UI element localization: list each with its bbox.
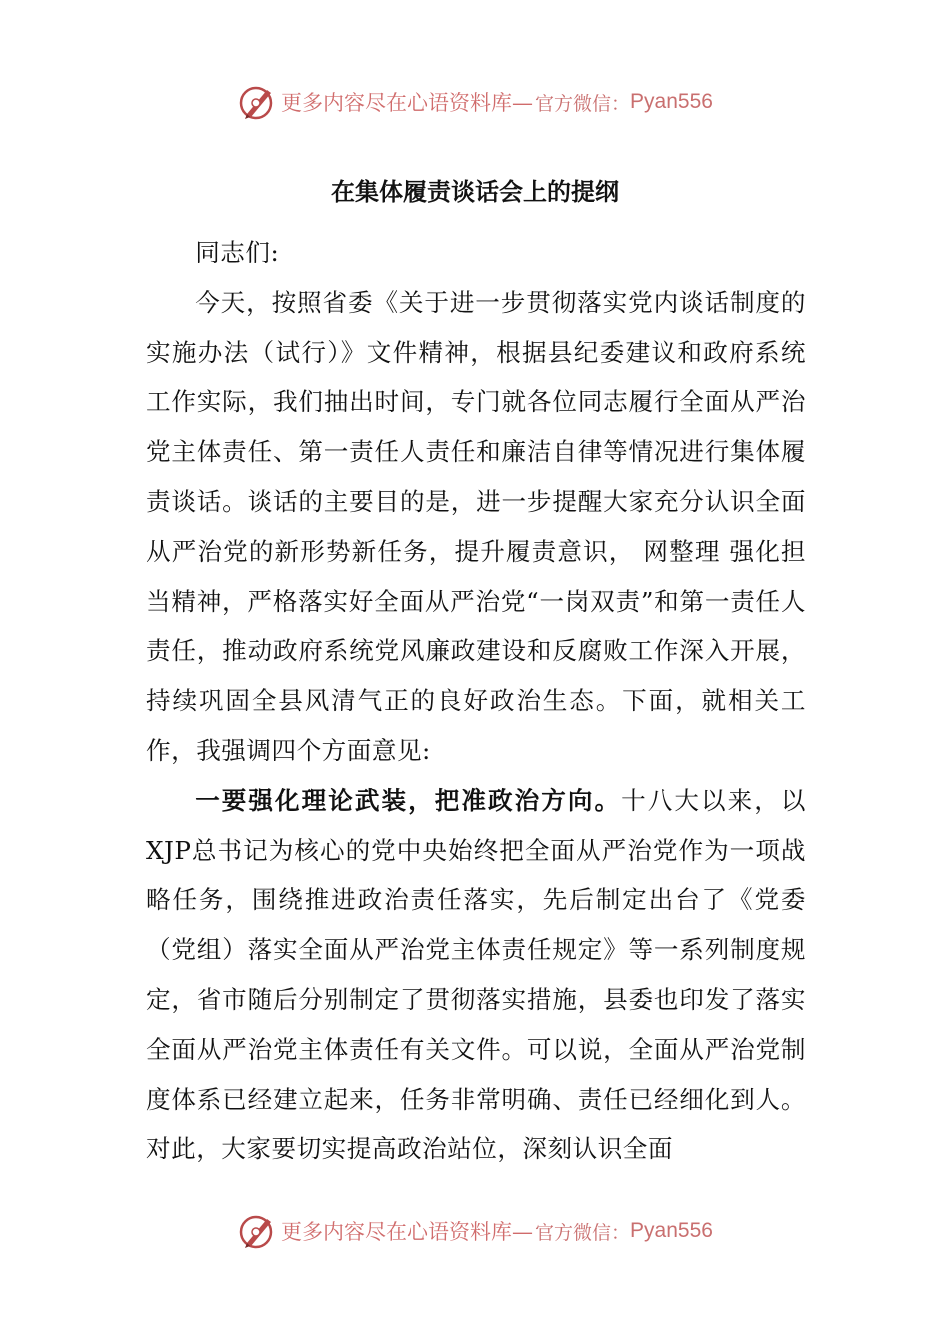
document-title: 在集体履责谈话会上的提纲: [331, 178, 619, 206]
document-body: [146, 228, 806, 1174]
banner-wechat-label: 官方微信：: [535, 1221, 631, 1244]
pen-logo-icon: [237, 82, 277, 122]
banner-wechat-id: Pyan556: [630, 1219, 713, 1242]
header-watermark-banner: [0, 80, 950, 124]
salutation: 同志们:: [195, 238, 280, 267]
banner-wechat-id: Pyan556: [630, 90, 713, 113]
banner-text: 更多内容尽在心语资料库—: [281, 1220, 534, 1244]
banner-text: 更多内容尽在心语资料库—: [281, 91, 534, 115]
banner-wechat-label: 官方微信：: [535, 92, 631, 115]
paragraph-point-one: [146, 776, 806, 1174]
paragraph-text: 十八大以来，以XJP总书记为核心的党中央始终把全面从严治党作为一项战略任务，围绕推进政治责任落实，先后制定出台了《党委（党组）落实全面从严治党主体责任规定》等一系列制度规定，省市随后分别制定了贯彻落实措施，县委也印发了落实全面从严治党主体责任有关文件。可以说，全面从严治党制度体系已经建立起来，任务非常明确、责任已经细化到人。对此，大家要切实提高政治站位，深刻认识全面: [146, 785, 806, 1164]
pen-logo-icon: [237, 1211, 277, 1251]
paragraph-intro: 今天，按照省委《关于进一步贯彻落实党内谈话制度的实施办法（试行）》文件精神，根据县纪委建议和政府系统工作实际，我们抽出时间，专门就各位同志履行全面从严治党主体责任、第一责任人责任和廉洁自律等情况进行集体履责谈话。谈话的主要目的是，进一步提醒大家充分认识全面从严治党的新形势新任务，提升履责意识， 网整理 强化担当精神，严格落实好全面从严治党“一岗双责”和第一责任人责任，推动政府系统党风廉政建设和反腐败工作深入开展，持续巩固全县风清气正的良好政治生态。下面，就相关工作，我强调四个方面意见:: [146, 287, 806, 765]
paragraph-lead-heading: 一要强化理论武装，把准政治方向。: [195, 785, 622, 815]
footer-watermark-banner: [0, 1209, 950, 1253]
